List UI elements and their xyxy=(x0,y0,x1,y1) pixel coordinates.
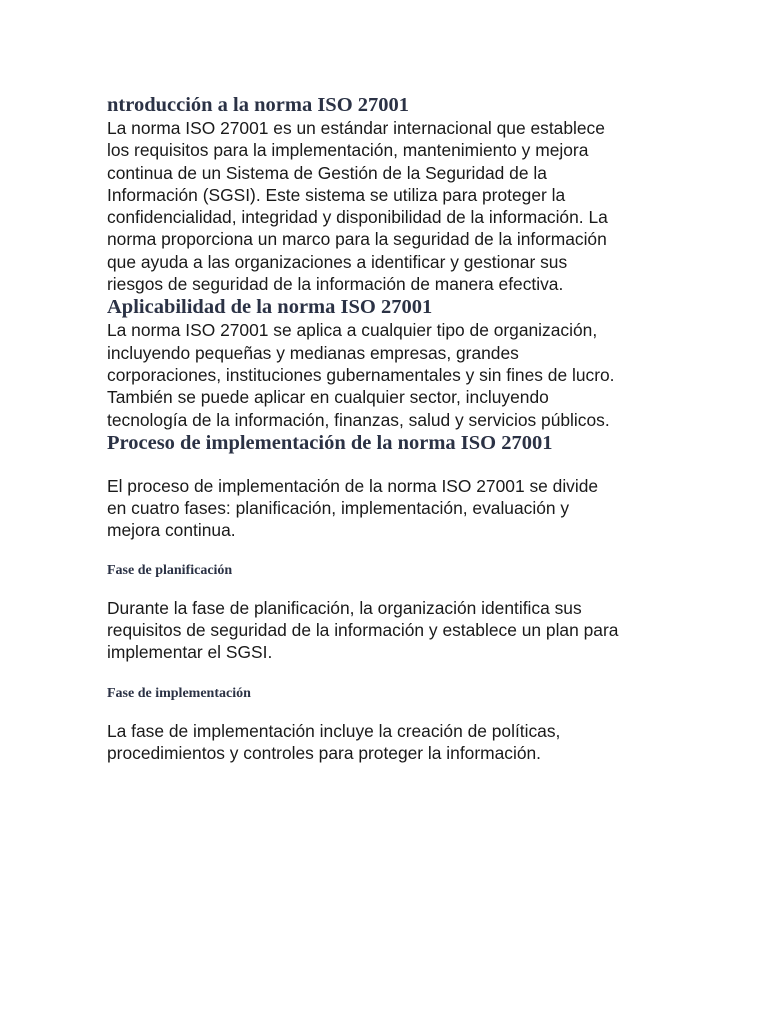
intro-line: La norma ISO 27001 es un estándar internacional que establece xyxy=(107,118,605,138)
process-line: en cuatro fases: planificación, implementación, evaluación y xyxy=(107,498,570,519)
process-paragraph xyxy=(107,475,667,542)
planning-phase-heading: Fase de planificación xyxy=(107,562,233,578)
implementation-phase-paragraph xyxy=(107,720,667,765)
intro-line: los requisitos para la implementación, mantenimiento y mejora xyxy=(107,140,589,161)
intro-line: riesgos de seguridad de la información de manera efectiva. xyxy=(107,274,564,295)
intro-line: norma proporciona un marco para la seguridad de la información xyxy=(107,229,607,250)
intro-line: que ayuda a las organizaciones a identificar y gestionar sus xyxy=(107,251,568,272)
planning-line: implementar el SGSI. xyxy=(107,642,273,663)
intro-line: continua de un Sistema de Gestión de la Seguridad de la xyxy=(107,162,547,183)
intro-line: confidencialidad, integridad y disponibilidad de la información. La xyxy=(107,207,608,228)
intro-line: Información (SGSI). Este sistema se utiliza para proteger la xyxy=(107,184,566,205)
applicability-paragraph xyxy=(107,319,667,430)
implementation-phase-heading: Fase de implementación xyxy=(107,685,251,701)
implementation-line: La fase de implementación incluye la creación de políticas, xyxy=(107,720,561,741)
planning-phase-paragraph xyxy=(107,597,667,664)
applicability-line: tecnología de la información, finanzas, salud y servicios públicos. xyxy=(107,409,610,430)
applicability-heading: Aplicabilidad de la norma ISO 27001 xyxy=(107,296,433,319)
applicability-line: También se puede aplicar en cualquier sector, incluyendo xyxy=(107,387,549,408)
intro-paragraph xyxy=(107,117,667,295)
process-line: El proceso de implementación de la norma ISO 27001 se divide xyxy=(107,475,599,496)
planning-line: requisitos de seguridad de la información y establece un plan para xyxy=(107,620,619,641)
process-heading: Proceso de implementación de la norma ISO 27001 xyxy=(107,431,553,454)
document-page xyxy=(107,93,667,764)
applicability-line: La norma ISO 27001 se aplica a cualquier tipo de organización, xyxy=(107,320,598,341)
applicability-line: corporaciones, instituciones gubernamentales y sin fines de lucro. xyxy=(107,364,615,385)
planning-line: Durante la fase de planificación, la organización identifica sus xyxy=(107,597,582,618)
implementation-line: procedimientos y controles para proteger la información. xyxy=(107,742,542,763)
intro-heading: ntroducción a la norma ISO 27001 xyxy=(107,94,410,116)
process-line: mejora continua. xyxy=(107,520,236,541)
applicability-line: incluyendo pequeñas y medianas empresas, grandes xyxy=(107,342,519,363)
